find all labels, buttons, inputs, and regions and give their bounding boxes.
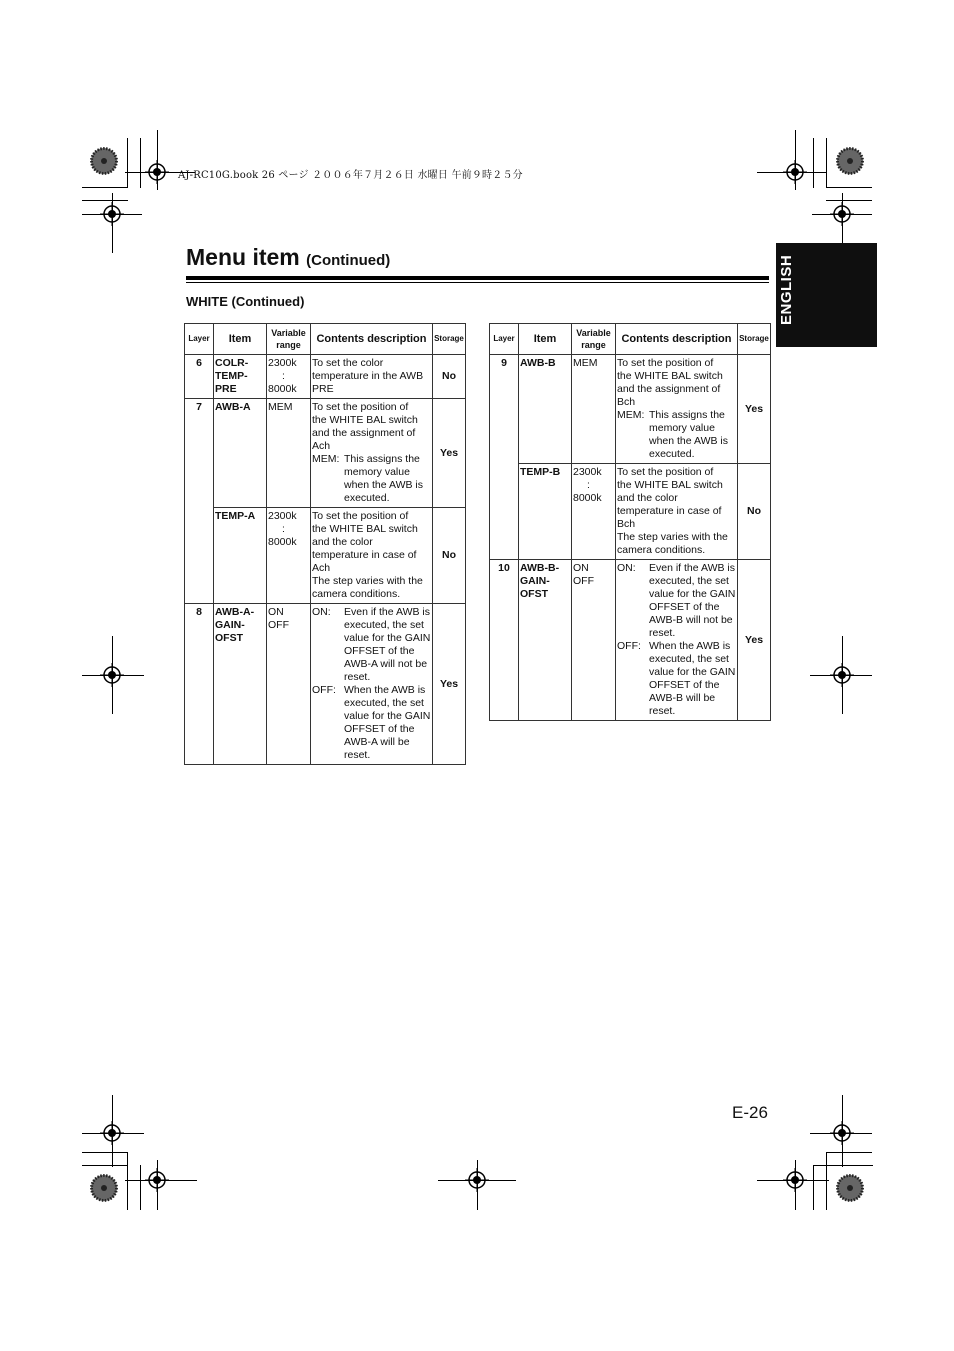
description-cell: To set the color temperature in the AWB PRE xyxy=(311,355,433,399)
registration-target-icon xyxy=(100,663,124,687)
registration-target-icon xyxy=(830,1121,854,1145)
item-cell: AWB-B xyxy=(519,355,572,464)
menu-table-left xyxy=(184,323,466,765)
starburst-register-icon xyxy=(90,147,118,175)
title-rule-thin xyxy=(186,282,769,283)
registration-target-icon xyxy=(830,202,854,226)
range-cell: 2300k : 8000k xyxy=(267,355,311,399)
header-layer: Layer xyxy=(490,324,519,355)
layer-cell: 10 xyxy=(490,560,519,721)
storage-cell: Yes xyxy=(738,355,771,464)
range-cell: 2300k : 8000k xyxy=(572,464,616,560)
storage-cell: No xyxy=(433,508,466,604)
registration-target-icon xyxy=(783,160,807,184)
description-cell: To set the position of the WHITE BAL switch and the color temperature in case of Ach The step varies with the camera conditions. xyxy=(311,508,433,604)
range-cell: ON OFF xyxy=(267,604,311,765)
section-heading: WHITE (Continued) xyxy=(186,294,305,309)
title-rule xyxy=(186,276,769,280)
header-item: Item xyxy=(519,324,572,355)
header-contents: Contents description xyxy=(616,324,738,355)
language-tab-label: ENGLISH xyxy=(778,254,795,325)
language-tab xyxy=(776,243,877,347)
registration-target-icon xyxy=(145,1168,169,1192)
description-cell: To set the position of the WHITE BAL switch and the assignment of Bch MEM: This assigns the memory value when the AWB is executed. xyxy=(616,355,738,464)
header-item: Item xyxy=(214,324,267,355)
table-row xyxy=(185,604,466,765)
registration-target-icon xyxy=(783,1168,807,1192)
storage-cell: Yes xyxy=(433,604,466,765)
header-variable-range: Variable range xyxy=(267,324,311,355)
item-cell: AWB-A- GAIN-OFST xyxy=(214,604,267,765)
range-cell: 2300k : 8000k xyxy=(267,508,311,604)
page-title-sub: (Continued) xyxy=(306,252,391,269)
layer-cell: 9 xyxy=(490,355,519,560)
registration-target-icon xyxy=(100,1121,124,1145)
storage-cell: Yes xyxy=(433,399,466,508)
header-storage: Storage xyxy=(433,324,466,355)
item-cell: AWB-B- GAIN-OFST xyxy=(519,560,572,721)
item-cell: AWB-A xyxy=(214,399,267,508)
layer-cell: 7 xyxy=(185,399,214,604)
description-cell: To set the position of the WHITE BAL switch and the color temperature in case of Bch The step varies with the camera conditions. xyxy=(616,464,738,560)
starburst-register-icon xyxy=(90,1174,118,1202)
storage-cell: Yes xyxy=(738,560,771,721)
header-storage: Storage xyxy=(738,324,771,355)
header-contents: Contents description xyxy=(311,324,433,355)
registration-target-icon xyxy=(145,160,169,184)
print-header-line: AJ-RC10G.book 26 ページ ２００６年７月２６日 水曜日 午前９時２５分 xyxy=(178,170,523,181)
registration-target-icon xyxy=(465,1168,489,1192)
starburst-register-icon xyxy=(836,147,864,175)
table-row xyxy=(490,560,771,721)
table-header-row xyxy=(490,324,771,355)
table-header-row xyxy=(185,324,466,355)
item-cell: COLR- TEMP-PRE xyxy=(214,355,267,399)
item-cell: TEMP-A xyxy=(214,508,267,604)
description-cell: ON: Even if the AWB is executed, the set value for the GAIN OFFSET of the AWB-B will not be reset. OFF: When the AWB is executed, the set value for the GAIN OFFSET of the AWB-B will be reset. xyxy=(616,560,738,721)
table-row xyxy=(490,355,771,464)
registration-target-icon xyxy=(100,202,124,226)
table-row xyxy=(185,399,466,508)
page-title xyxy=(186,244,390,271)
layer-cell: 6 xyxy=(185,355,214,399)
menu-table-right xyxy=(489,323,771,721)
page-number: E-26 xyxy=(732,1103,768,1122)
description-cell: To set the position of the WHITE BAL switch and the assignment of Ach MEM: This assigns the memory value when the AWB is executed. xyxy=(311,399,433,508)
table-row xyxy=(490,464,771,560)
starburst-register-icon xyxy=(836,1174,864,1202)
range-cell: MEM xyxy=(572,355,616,464)
item-cell: TEMP-B xyxy=(519,464,572,560)
storage-cell: No xyxy=(738,464,771,560)
table-row xyxy=(185,355,466,399)
header-variable-range: Variable range xyxy=(572,324,616,355)
registration-target-icon xyxy=(830,663,854,687)
range-cell: MEM xyxy=(267,399,311,508)
range-cell: ON OFF xyxy=(572,560,616,721)
table-row xyxy=(185,508,466,604)
header-layer: Layer xyxy=(185,324,214,355)
page-title-main: Menu item xyxy=(186,244,300,270)
storage-cell: No xyxy=(433,355,466,399)
description-cell: ON: Even if the AWB is executed, the set value for the GAIN OFFSET of the AWB-A will not be reset. OFF: When the AWB is executed, the set value for the GAIN OFFSET of the AWB-A will be reset. xyxy=(311,604,433,765)
layer-cell: 8 xyxy=(185,604,214,765)
